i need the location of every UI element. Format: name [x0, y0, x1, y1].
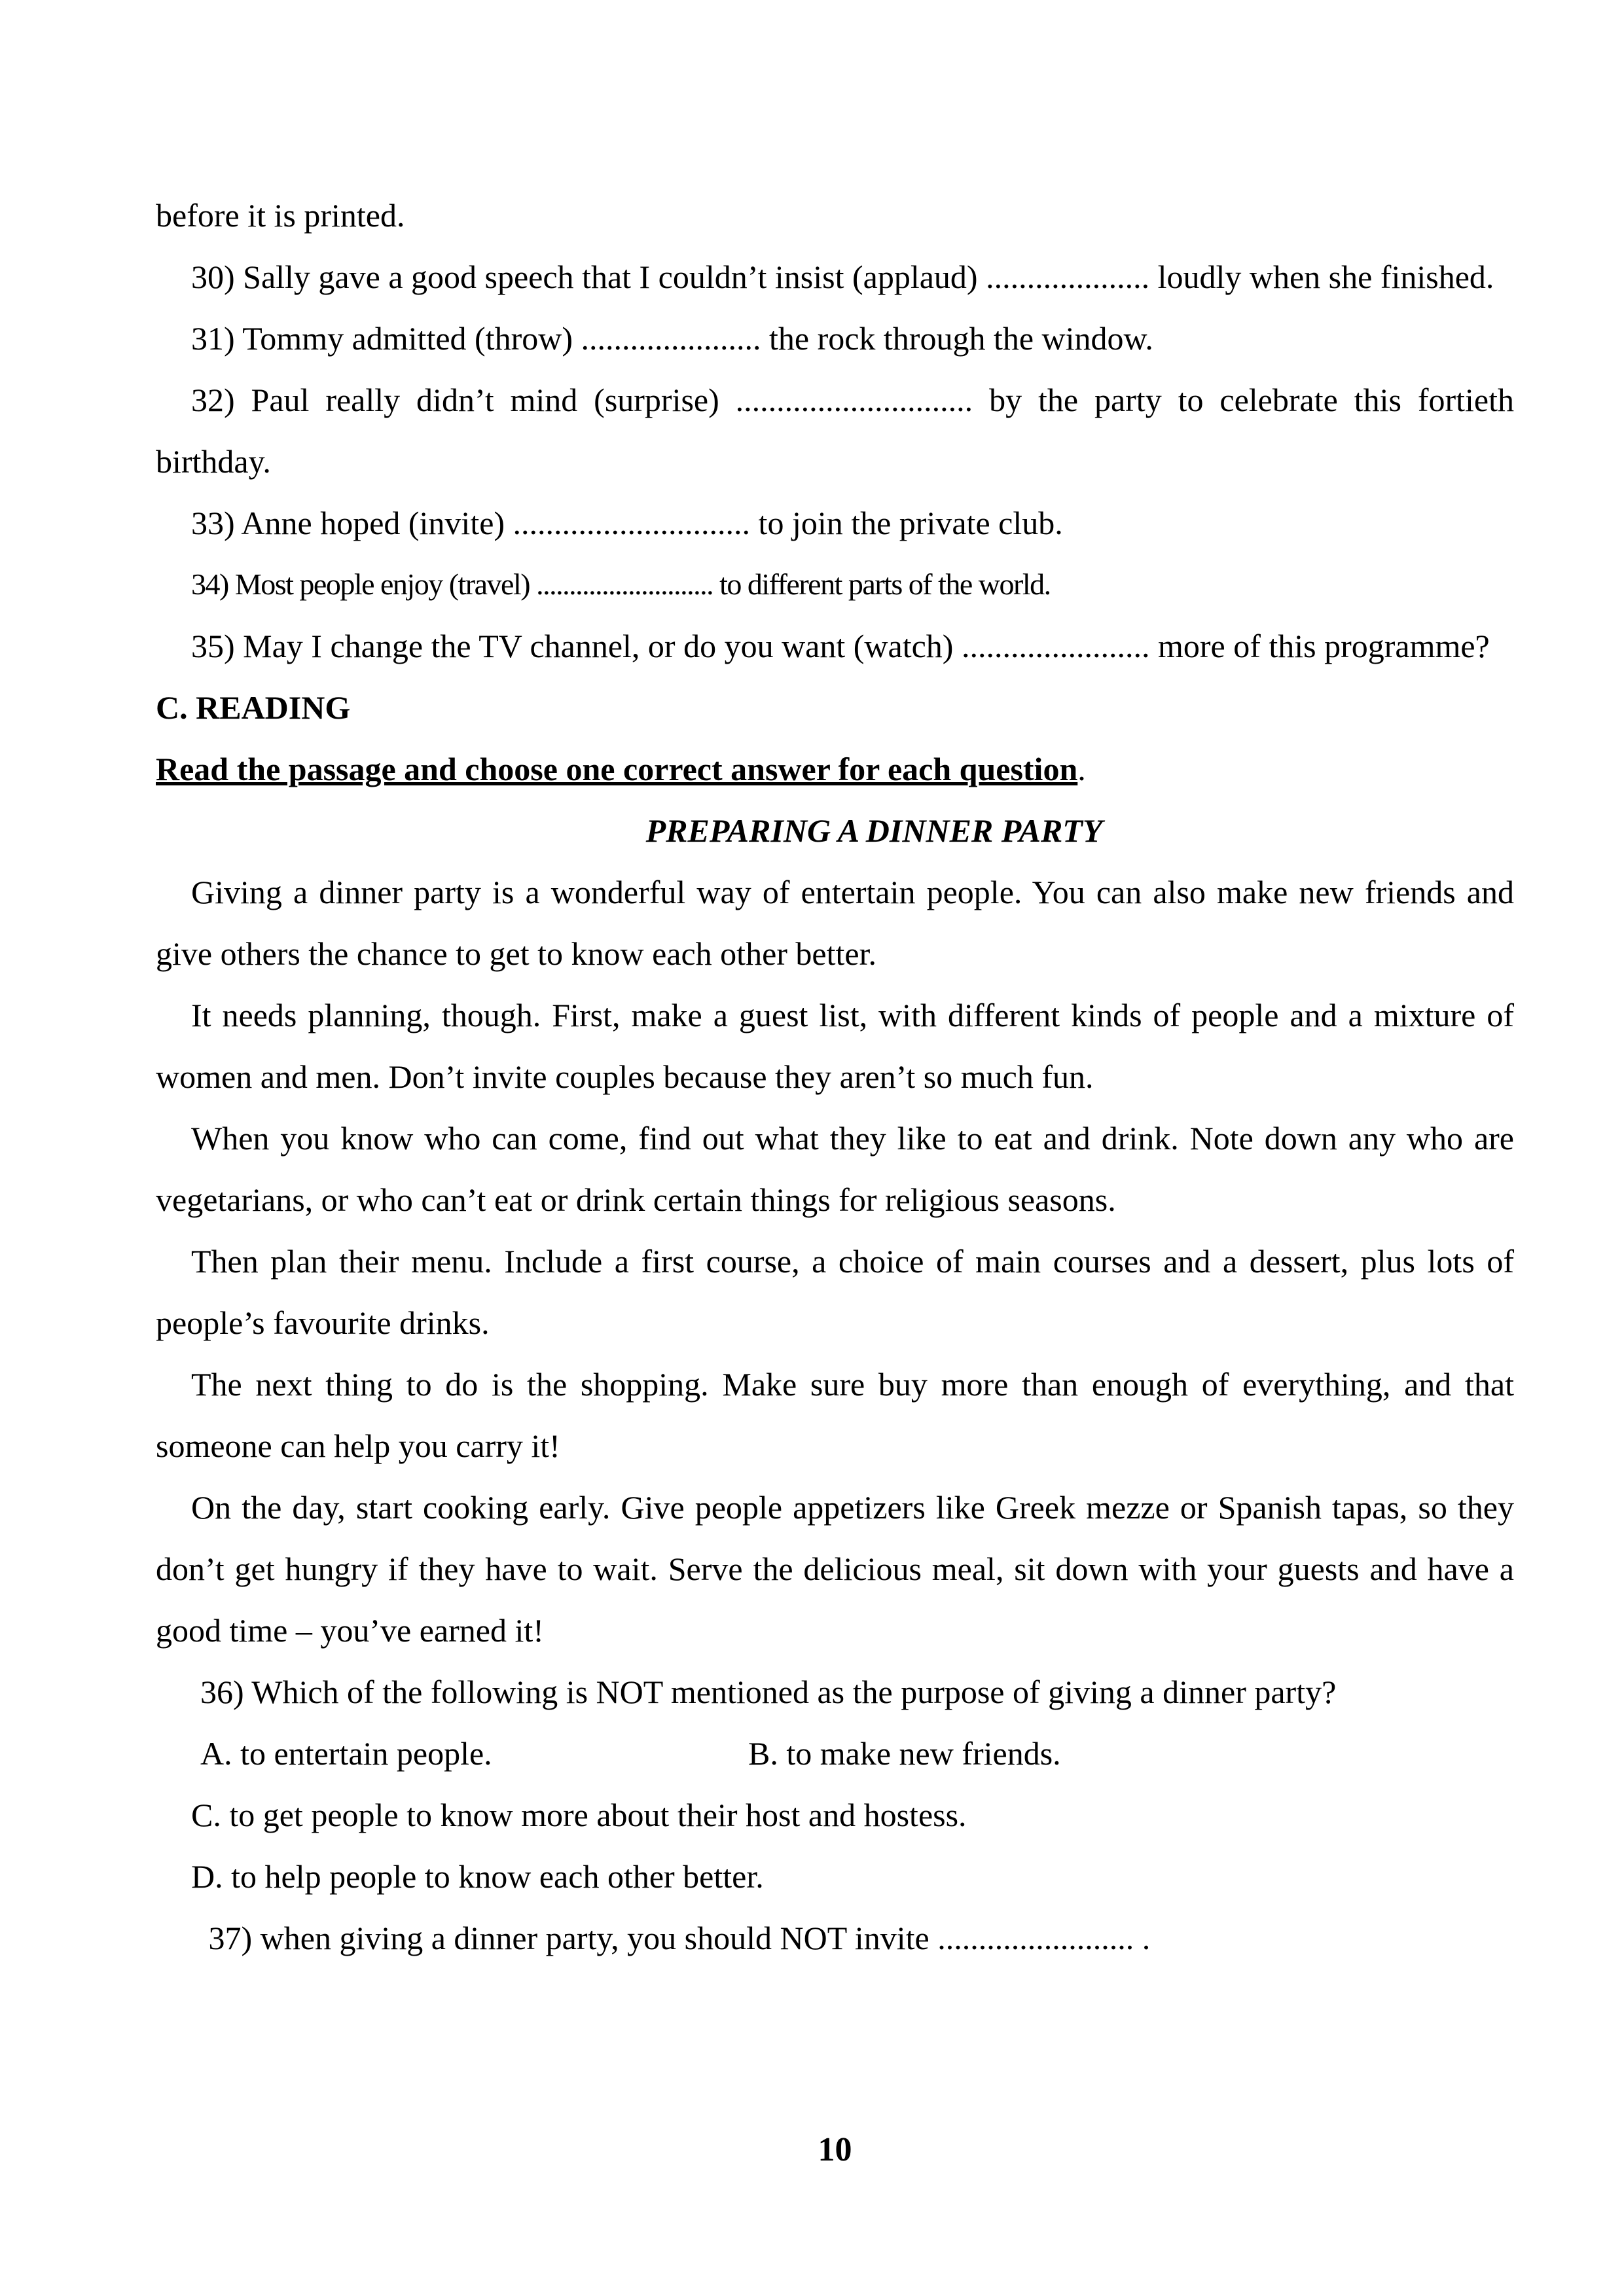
option-a: A. to entertain people.: [200, 1735, 492, 1772]
passage-paragraph: Then plan their menu. Include a first course, a choice of main courses and a dessert, plus lots of people’s favourite drinks.: [156, 1243, 1514, 1341]
instruction-text: Read the passage and choose one correct answer for each question: [156, 751, 1078, 787]
exercise-item-32: 32) Paul really didn’t mind (surprise) ............................. by the party to celebrate this fortieth birthday.: [156, 382, 1514, 480]
exercise-item-34: 34) Most people enjoy (travel) ........................... to different parts of the world.: [191, 567, 1051, 601]
passage-paragraph: On the day, start cooking early. Give people appetizers like Greek mezze or Spanish tapas, so they don’t get hungry if they have to wait. Serve the delicious meal, sit down with your guests and have a good time – you’ve earned it!: [156, 1489, 1514, 1649]
exercise-continuation: before it is printed.: [156, 197, 405, 234]
instruction: [156, 738, 1514, 800]
instruction-period: .: [1077, 751, 1086, 787]
option-b: B. to make new friends.: [748, 1735, 1061, 1772]
exercise-item-30: 30) Sally gave a good speech that I couldn’t insist (applaud) .................... loudly when she finished.: [191, 259, 1494, 295]
question-36-options-ab: [156, 1723, 1514, 1784]
question-37: 37) when giving a dinner party, you should NOT invite ........................ .: [200, 1920, 1151, 1956]
exercise-item-33: 33) Anne hoped (invite) ............................. to join the private club.: [191, 505, 1063, 541]
section-heading: C. READING: [156, 689, 351, 726]
exercise-item-35: 35) May I change the TV channel, or do you want (watch) ....................... more of this programme?: [191, 628, 1490, 664]
question-36: 36) Which of the following is NOT mentioned as the purpose of giving a dinner party?: [200, 1674, 1337, 1710]
passage-paragraph: The next thing to do is the shopping. Make sure buy more than enough of everything, and that someone can help you carry it!: [156, 1366, 1514, 1464]
page-content: [156, 185, 1514, 1969]
exercise-item-31: 31) Tommy admitted (throw) ...................... the rock through the window.: [191, 320, 1153, 357]
passage-title: PREPARING A DINNER PARTY: [645, 812, 1103, 849]
option-c: C. to get people to know more about their host and hostess.: [191, 1797, 967, 1833]
passage-paragraph: It needs planning, though. First, make a guest list, with different kinds of people and a mixture of women and men. Don’t invite couples because they aren’t so much fun.: [156, 997, 1514, 1095]
option-d: D. to help people to know each other better.: [191, 1858, 764, 1895]
passage-paragraph: When you know who can come, find out what they like to eat and drink. Note down any who are vegetarians, or who can’t eat or drink certain things for religious seasons.: [156, 1120, 1514, 1218]
page-number: 10: [818, 2131, 852, 2168]
passage-paragraph: Giving a dinner party is a wonderful way of entertain people. You can also make new friends and give others the chance to get to know each other better.: [156, 874, 1514, 972]
